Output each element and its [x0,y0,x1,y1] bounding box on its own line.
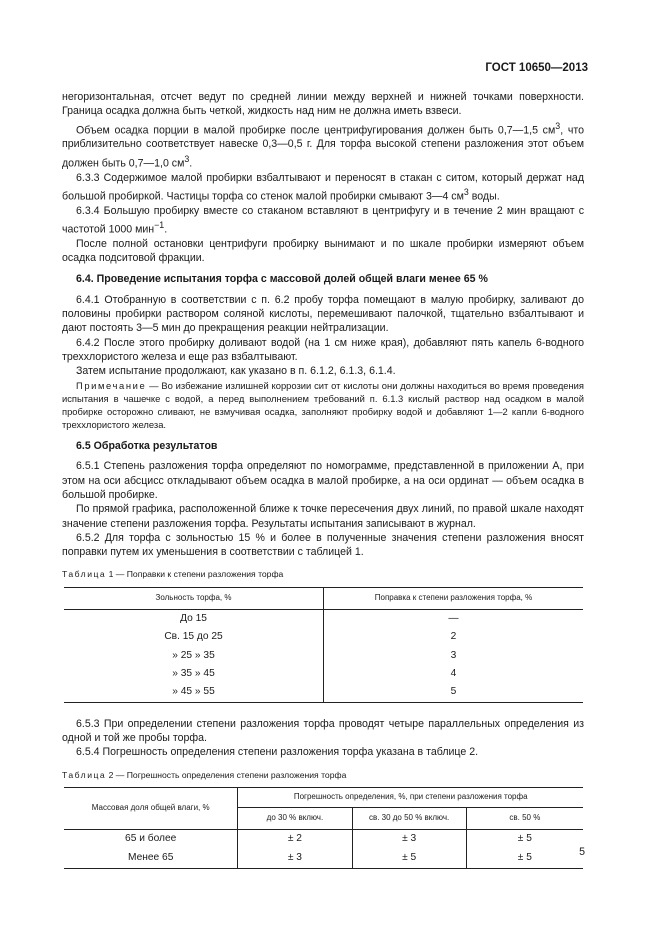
paragraph: Объем осадка порции в малой пробирке после центрифугирования должен быть 0,7—1,5 $см^3$, что приблизительно соответствует навеске 0,3—0,5 г. Для торфа высокой степени разложения этот объем должен быть 0,7—1,0 $см^3$. [62,120,585,170]
note-label: Примечание [76,380,147,392]
column-group-header: Погрешность определения, %, при степени разложения торфа [238,787,583,807]
column-header: Массовая доля общей влаги, % [64,787,238,829]
column-header: Поправка к степени разложения торфа, % [324,587,584,609]
table-row: Менее 65 ± 3 ± 5 ± 5 [64,849,583,869]
table-row: » 35 » 45 4 [64,665,583,683]
column-header: св. 30 до 50 % включ. [352,807,466,829]
table-row: » 45 » 55 5 [64,683,583,702]
standard-header: ГОСТ 10650—2013 [485,62,588,74]
paragraph: 6.5.3 При определении степени разложения торфа проводят четыре параллельных определения из одной и той же пробы торфа. [62,717,584,745]
page-number: 5 [579,846,585,858]
paragraph: 6.3.4 Большую пробирку вместе со стаканом вставляют в центрифугу и в течение 2 мин вращают с частотой 1000 мин$^{-1}$. [62,204,584,236]
correction-table [64,587,583,703]
paragraph: 6.3.3 Содержимое малой пробирки взбалтывают и переносят в стакан с ситом, который держат над большой пробиркой. Частицы торфа со стенок малой пробирки смывают 3—4 $см^3$ воды. [62,171,584,203]
column-header: Зольность торфа, % [64,587,324,609]
paragraph: 6.5.1 Степень разложения торфа определяют по номограмме, представленной в приложении А, при этом на оси абсцисс откладывают объем осадка в малой пробирке, а на оси ординат — объем осадка в большой пробирке. [62,460,584,501]
table-row: До 15 — [64,609,583,628]
paragraph: 6.5.2 Для торфа с зольностью 15 % и более в полученные значения степени разложения вносят поправки путем их уменьшения в соответствии с таблицей 1. [62,531,584,559]
paragraph: После полной остановки центрифуги пробирку вынимают и по шкале пробирки измеряют объем осадка подситовой фракции. [62,237,584,265]
column-header: до 30 % включ. [238,807,352,829]
table-row: Св. 15 до 25 2 [64,628,583,646]
paragraph: Затем испытание продолжают, как указано в п. 6.1.2, 6.1.3, 6.1.4. [76,365,396,378]
table-row: » 25 » 35 3 [64,647,583,665]
paragraph: 6.4.1 Отобранную в соответствии с п. 6.2 пробу торфа помещают в малую пробирку, заливают до половины пробирки раствором соляной кислоты, перемешивают палочкой, тщательно взбалтывают и дают постоять 3—5 мин до прекращения реакции нейтрализации. [62,293,584,335]
table-caption: Таблица 2 — Погрешность определения степени разложения торфа [62,769,347,780]
section-heading: 6.5 Обработка результатов [76,440,218,453]
table-caption: Таблица 1 — Поправки к степени разложения торфа [62,569,284,580]
note: Примечание — Во избежание излишней коррозии сит от кислоты они должны находиться во время проведения испытания в чашечке с водой, а перед выполнением требований п. 6.1.3 кислый раствор над осадком в малой пробирке осторожно сливают, не взмучивая осадка, заполняют пробирку водой и добавляют 1—2 капли 6-водного треххлористого железа. [62,380,584,431]
error-table [64,787,583,869]
table-row: 65 и более ± 2 ± 3 ± 5 [64,829,583,849]
column-header: св. 50 % [466,807,583,829]
paragraph: 6.4.2 После этого пробирку доливают водой (на 1 см ниже края), добавляют пять капель 6-водного треххлористого железа и еще раз взбалтывают. [62,336,584,363]
paragraph: 6.5.4 Погрешность определения степени разложения торфа указана в таблице 2. [76,746,479,759]
section-heading: 6.4. Проведение испытания торфа с массовой долей общей влаги менее 65 % [76,273,488,286]
page-content [62,90,584,869]
paragraph: негоризонтальная, отсчет ведут по средней линии между верхней и нижней точками поверхности. Граница осадка должна быть четкой, жидкость над ним не должна иметь взвеси. [62,91,584,118]
paragraph: По прямой графика, расположенной ближе к точке пересечения двух линий, по правой шкале находят значение степени разложения торфа. Результаты испытания записывают в журнал. [62,503,584,530]
